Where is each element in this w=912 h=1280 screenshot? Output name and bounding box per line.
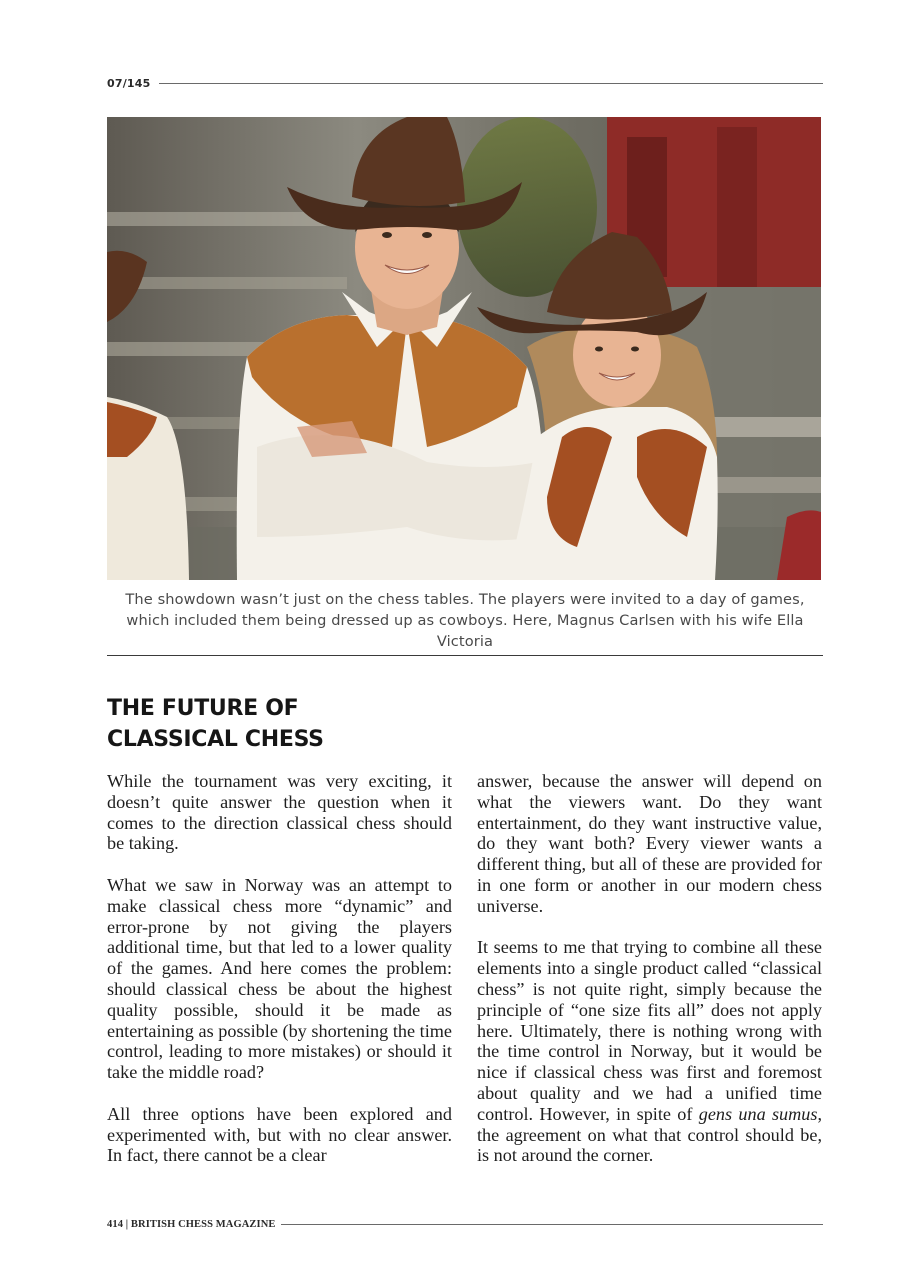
article-photo	[107, 117, 821, 580]
paragraph-text: It seems to me that trying to combine all these elements into a single product called “classical chess” is not quite right, simply because the principle of “one size fits all” does not apply here. Ultimately, there is nothing wrong with the time control in Norway, but it would be nice if classical chess was first and foremost about quality and we had a unified time control. However, in spite of	[477, 937, 822, 1124]
latin-motto: gens una sumus	[698, 1103, 818, 1124]
paragraph-text: , the agreement on what that control should be, is not around the corner.	[477, 1103, 822, 1166]
header-rule	[159, 83, 824, 84]
left-column	[107, 771, 452, 1166]
footer-text: 414 | BRITISH CHESS MAGAZINE	[107, 1218, 276, 1230]
paragraph: All three options have been explored and experimented with, but with no clear answer. In fact, there cannot be a clear	[107, 1103, 452, 1166]
caption-rule	[107, 655, 823, 656]
right-column	[477, 771, 822, 1166]
page-number: 07/145	[107, 76, 151, 90]
footer-rule	[281, 1224, 823, 1225]
headline-line-1: THE FUTURE OF	[107, 696, 299, 721]
page-footer	[107, 1216, 823, 1232]
paragraph: answer, because the answer will depend on what the viewers want. Do they want entertainment, do they want instructive value, do they want both? Every viewer wants a different thing, but all of these are provided for in one form or another in our modern chess universe.	[477, 771, 822, 916]
photo-caption: The showdown wasn’t just on the chess tables. The players were invited to a day of games, which included them being dressed up as cowboys. Here, Magnus Carlsen with his wife Ella Victoria	[125, 591, 805, 650]
article-headline	[107, 693, 527, 755]
article-body	[107, 771, 823, 1191]
paragraph	[477, 937, 822, 1166]
paragraph: While the tournament was very exciting, it doesn’t quite answer the question when it comes to the direction classical chess should be taking.	[107, 771, 452, 854]
headline-line-2: CLASSICAL CHESS	[107, 727, 324, 752]
page-header	[107, 74, 823, 92]
paragraph: What we saw in Norway was an attempt to make classical chess more “dynamic” and error-prone by not giving the players additional time, but that led to a lower quality of the games. And here comes the problem: should classical chess be about the highest quality possible, should it be made as entertaining as possible (by shortening the time control, leading to more mistakes) or should it take the middle road?	[107, 874, 452, 1083]
